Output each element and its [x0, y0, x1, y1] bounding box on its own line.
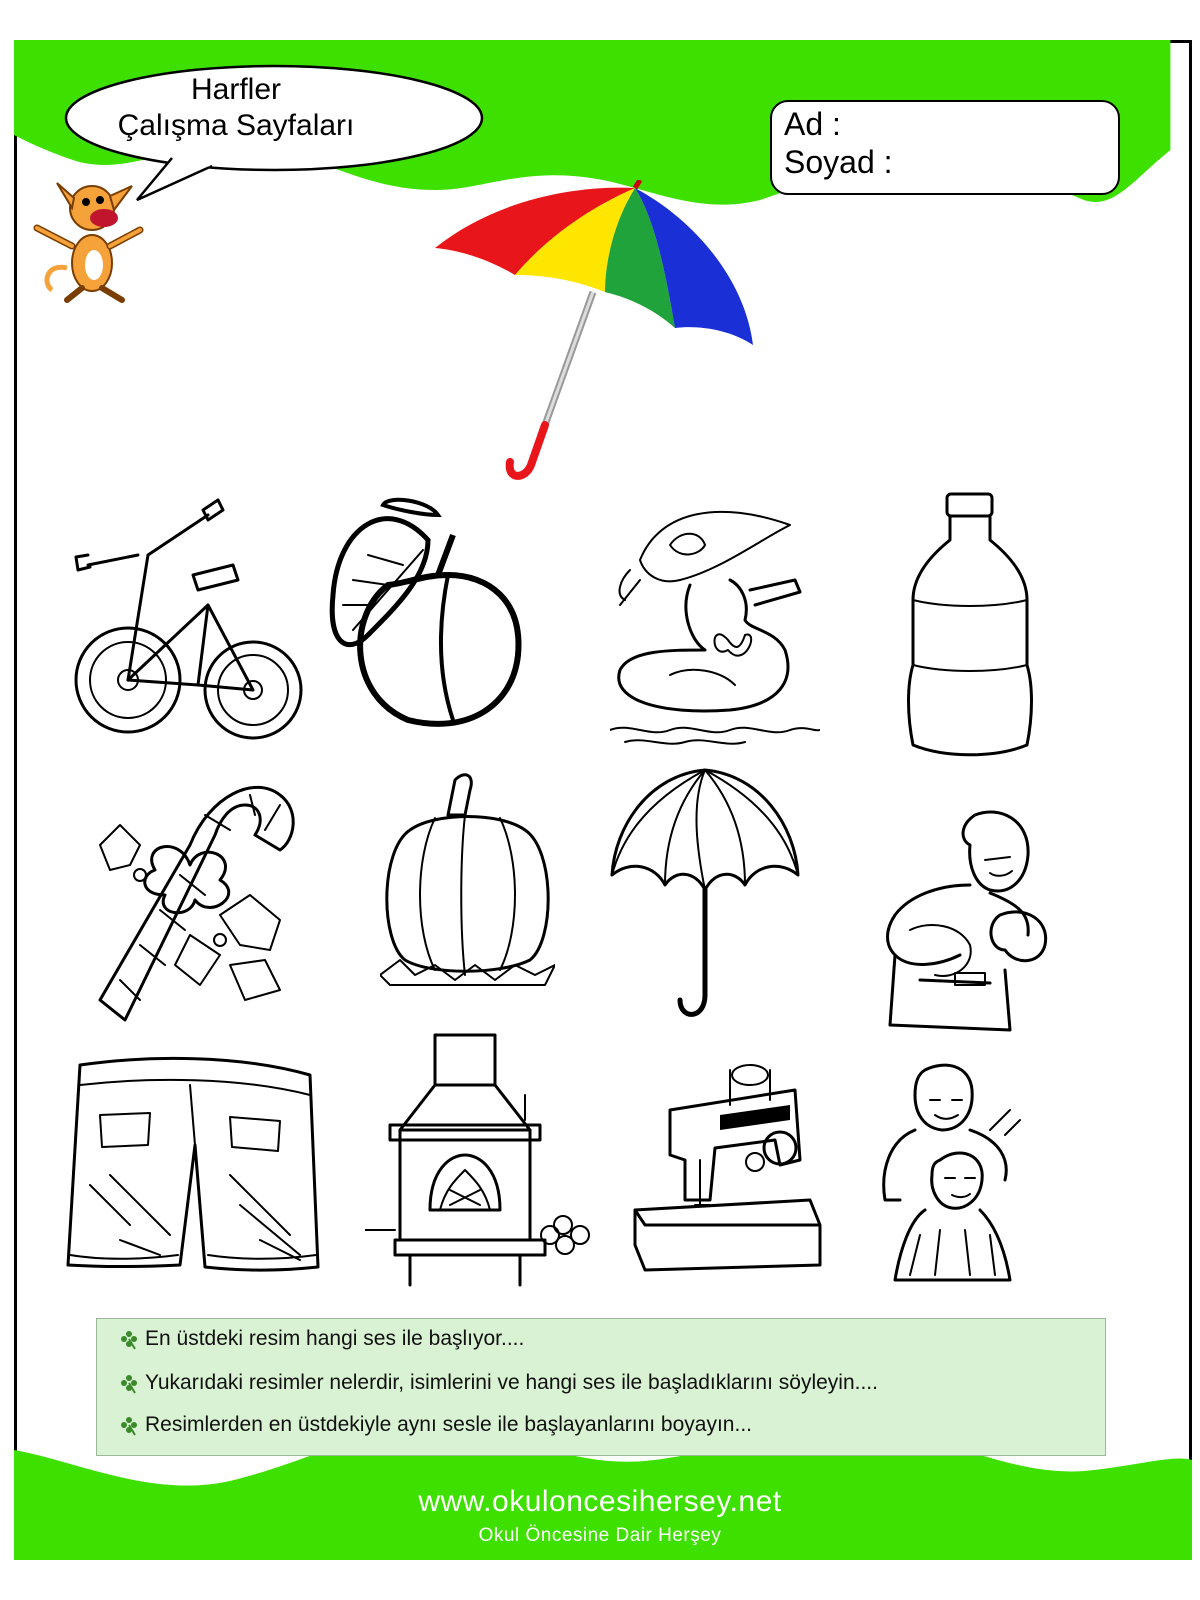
- clover-bullet-icon: [117, 1413, 141, 1437]
- website-subtitle: Okul Öncesine Dair Herşey: [478, 1525, 722, 1546]
- name-box: [770, 100, 1120, 195]
- clover-bullet-icon: [117, 1327, 141, 1351]
- title-line-1: Harfler: [190, 73, 281, 106]
- instruction-3: [117, 1413, 752, 1437]
- pumpkin-icon: [380, 770, 555, 995]
- shorts-icon: [60, 1055, 325, 1275]
- clover-bullet-icon: [117, 1371, 141, 1395]
- duck-with-hat-icon: [610, 500, 820, 745]
- website-url: www.okuloncesihersey.net: [418, 1485, 782, 1518]
- worksheet-title: [96, 72, 376, 144]
- boxer-icon: [880, 805, 1055, 1035]
- sewing-machine-icon: [630, 1060, 825, 1275]
- candy-cane-icon: [80, 755, 305, 1025]
- instructions-box: [96, 1318, 1106, 1456]
- instruction-2: [117, 1371, 878, 1395]
- dog-mascot-icon: [22, 168, 152, 303]
- instruction-2-text: Yukarıdaki resimler nelerdir, isimlerini ve hangi ses ile başladıklarını söyleyin....: [145, 1371, 878, 1394]
- title-line-2: Çalışma Sayfaları: [117, 109, 355, 142]
- instruction-3-text: Resimlerden en üstdekiyle aynı sesle ile başlayanlarını boyayın...: [145, 1413, 752, 1436]
- surname-label: Soyad :: [784, 144, 893, 180]
- fireplace-icon: [365, 1030, 595, 1290]
- umbrella-icon: [610, 765, 800, 1025]
- barber-icon: [870, 1060, 1040, 1285]
- instruction-1-text: En üstdeki resim hangi ses ile başlıyor....: [145, 1327, 525, 1350]
- name-label: Ad :: [784, 106, 841, 142]
- bicycle-icon: [68, 495, 308, 745]
- umbrella-colored-icon: [435, 180, 775, 490]
- bottle-icon: [905, 490, 1035, 760]
- plum-icon: [328, 495, 538, 735]
- instruction-1: [117, 1327, 524, 1351]
